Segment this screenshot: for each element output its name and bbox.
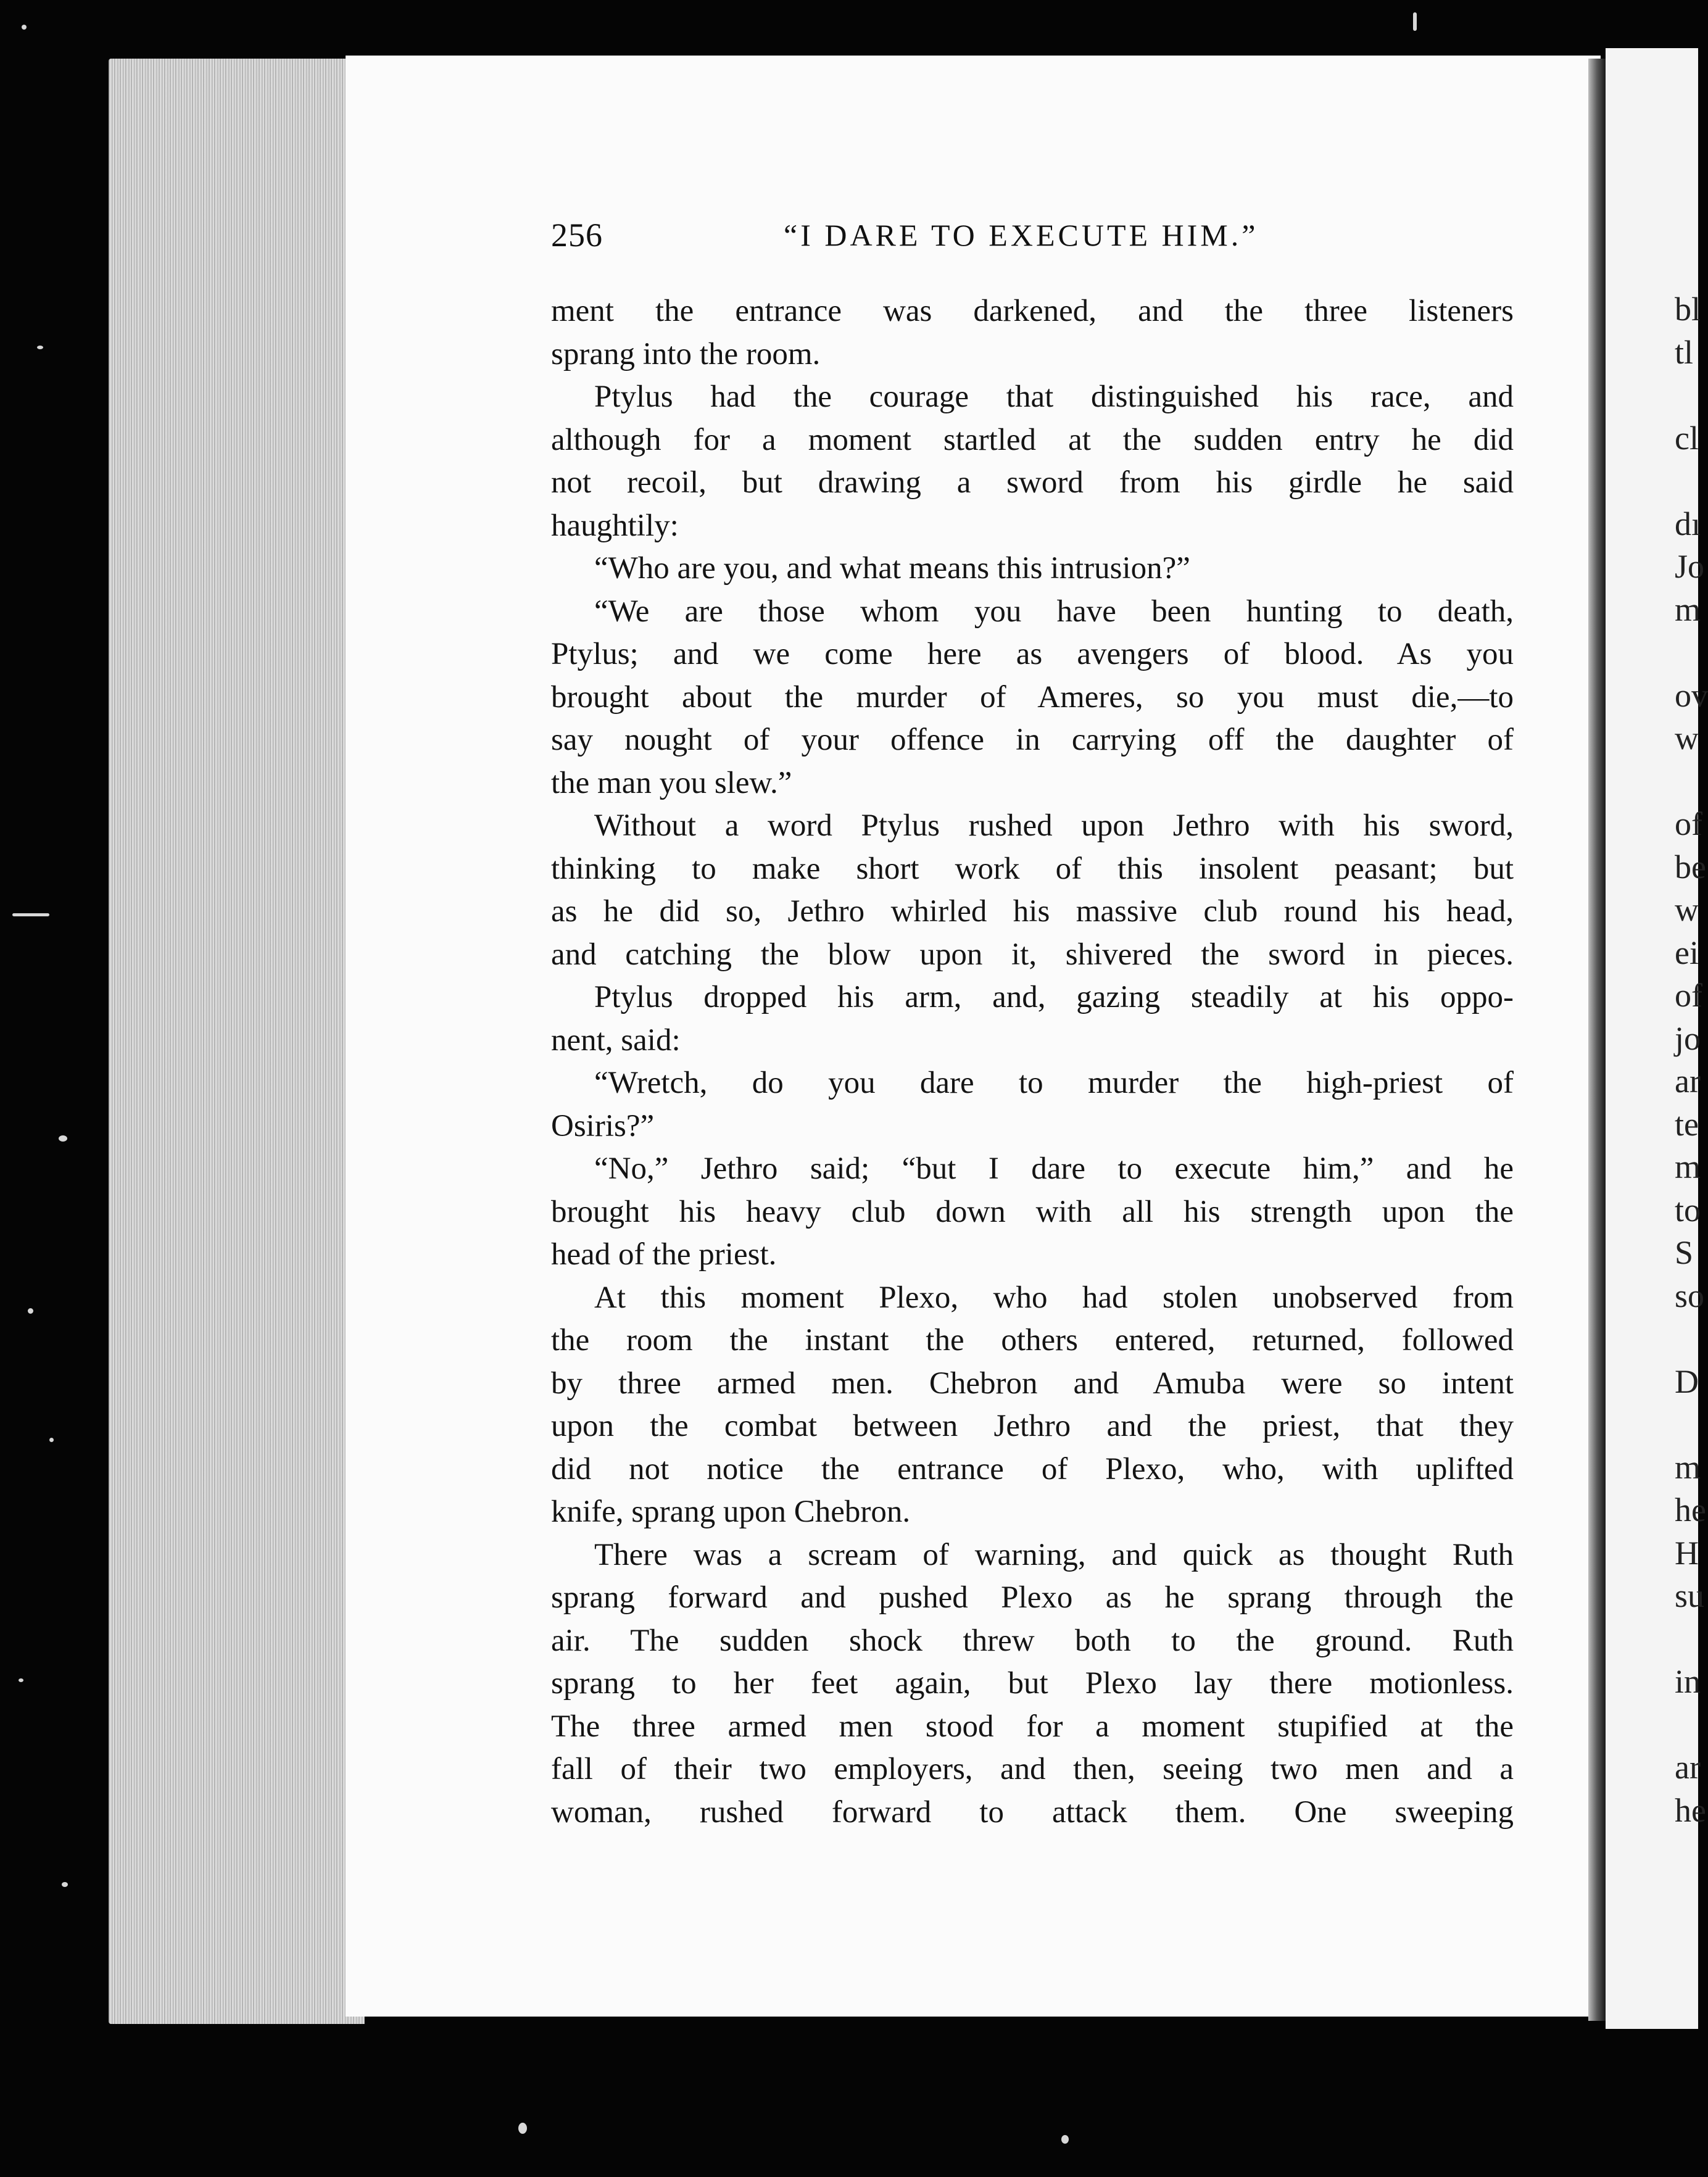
facing-page-fragment: ei — [1675, 934, 1699, 971]
facing-page-fragment: ov — [1675, 676, 1708, 714]
text-line: woman, rushed forward to attack them. One sweeping — [551, 1794, 1514, 1830]
scan-speck — [518, 2123, 527, 2134]
text-line: “Wretch, do you dare to murder the high-priest of — [594, 1066, 1514, 1100]
text-line: not recoil, but drawing a sword from his girdle he said — [551, 465, 1514, 500]
facing-page-fragment: he — [1675, 1491, 1706, 1528]
text-line: Without a word Ptylus rushed upon Jethro with his sword, — [594, 808, 1514, 843]
facing-page-fragment: so — [1675, 1277, 1705, 1314]
text-line: ment the entrance was darkened, and the three listeners — [551, 294, 1514, 328]
text-line: although for a moment startled at the sudden entry he did — [551, 422, 1514, 457]
text-line: sprang to her feet again, but Plexo lay there motionless. — [551, 1666, 1514, 1701]
text-line: At this moment Plexo, who had stolen unobserved from — [594, 1280, 1514, 1315]
text-line: head of the priest. — [551, 1237, 777, 1272]
text-line: The three armed men stood for a moment stupified at the — [551, 1709, 1514, 1744]
text-line: Ptylus; and we come here as avengers of blood. As you — [551, 637, 1514, 671]
facing-page-fragment: S — [1675, 1234, 1694, 1271]
body-text — [551, 290, 1514, 1834]
text-line: There was a scream of warning, and quick as thought Ruth — [594, 1537, 1514, 1572]
facing-page-fragment: cl — [1675, 419, 1699, 457]
text-line: the man you slew.” — [551, 765, 792, 800]
facing-page-fragment: jo — [1675, 1019, 1701, 1057]
facing-page-fragment: D — [1675, 1362, 1699, 1400]
facing-page-fragment: m — [1675, 591, 1701, 628]
facing-page-fragment: he — [1675, 1791, 1706, 1829]
facing-page-fragment: w — [1675, 891, 1699, 928]
facing-page-fragment: Jo — [1675, 548, 1705, 585]
text-line: “No,” Jethro said; “but I dare to execute him,” and he — [594, 1151, 1514, 1186]
text-line: fall of their two employers, and then, seeing two men and a — [551, 1752, 1514, 1786]
scan-speck — [62, 1882, 68, 1887]
scan-speck — [19, 1678, 23, 1682]
facing-page-fragment: in — [1675, 1663, 1701, 1700]
facing-page-fragment: ar — [1675, 1063, 1701, 1100]
page-number: 256 — [551, 217, 603, 254]
facing-page-fragment: H — [1675, 1534, 1699, 1572]
text-line: Ptylus had the courage that distinguished his race, and — [594, 379, 1514, 414]
text-line: knife, sprang upon Chebron. — [551, 1495, 911, 1529]
facing-page-fragment: m — [1675, 1448, 1701, 1486]
facing-page-fragment: m — [1675, 1148, 1701, 1185]
text-line: Ptylus dropped his arm, and, gazing steadily at his oppo- — [594, 980, 1514, 1014]
scan-speck — [37, 346, 43, 349]
facing-page-fragment: ar — [1675, 1749, 1701, 1786]
facing-page-fragment: be — [1675, 848, 1706, 885]
text-line: air. The sudden shock threw both to the ground. Ruth — [551, 1623, 1514, 1658]
facing-page-fragment: su — [1675, 1577, 1705, 1614]
facing-page — [1606, 48, 1708, 2029]
scan-speck — [22, 25, 27, 30]
facing-page-fragment: w — [1675, 719, 1699, 757]
facing-page-fragment: tl — [1675, 333, 1694, 371]
running-title: “I DARE TO EXECUTE HIM.” — [784, 218, 1259, 252]
text-line: the room the instant the others entered, returned, followed — [551, 1323, 1514, 1358]
text-line: say nought of your offence in carrying off the daughter of — [551, 723, 1514, 757]
scan-speck — [28, 1308, 33, 1314]
text-line: nent, said: — [551, 1022, 681, 1058]
text-line: sprang into the room. — [551, 336, 821, 371]
text-line: by three armed men. Chebron and Amuba were so intent — [551, 1366, 1514, 1401]
text-line: brought his heavy club down with all his strength upon the — [551, 1194, 1514, 1229]
facing-page-fragment: of — [1675, 805, 1702, 842]
scan-speck — [1413, 12, 1417, 31]
text-line: “Who are you, and what means this intrusion?” — [594, 551, 1190, 586]
book-gutter — [1588, 59, 1606, 2021]
text-line: thinking to make short work of this insolent peasant; but — [551, 851, 1514, 886]
text-line: as he did so, Jethro whirled his massive club round his head, — [551, 894, 1514, 929]
facing-page-fragment: dı — [1675, 505, 1701, 542]
scan-speck — [49, 1438, 54, 1442]
running-header — [551, 216, 1261, 260]
text-line: Osiris?” — [551, 1108, 655, 1143]
text-line: did not notice the entrance of Plexo, who, with uplifted — [551, 1451, 1514, 1487]
book-page-edges — [109, 59, 365, 2024]
scan-speck — [12, 913, 49, 916]
facing-page-fragment: te — [1675, 1105, 1699, 1143]
facing-page-fragment: to — [1675, 1191, 1701, 1229]
scan-speck — [1061, 2135, 1069, 2144]
text-line: and catching the blow upon it, shivered the sword in pieces. — [551, 937, 1514, 972]
text-line: sprang forward and pushed Plexo as he sprang through the — [551, 1580, 1514, 1615]
scan-speck — [59, 1135, 67, 1142]
text-line: “We are those whom you have been hunting to death, — [594, 594, 1514, 629]
text-line: haughtily: — [551, 508, 679, 543]
text-line: brought about the murder of Ameres, so you must die,—to — [551, 679, 1514, 715]
facing-page-fragment: bl — [1675, 291, 1701, 328]
facing-page-fragment: of — [1675, 977, 1702, 1014]
text-line: upon the combat between Jethro and the priest, that they — [551, 1409, 1514, 1443]
